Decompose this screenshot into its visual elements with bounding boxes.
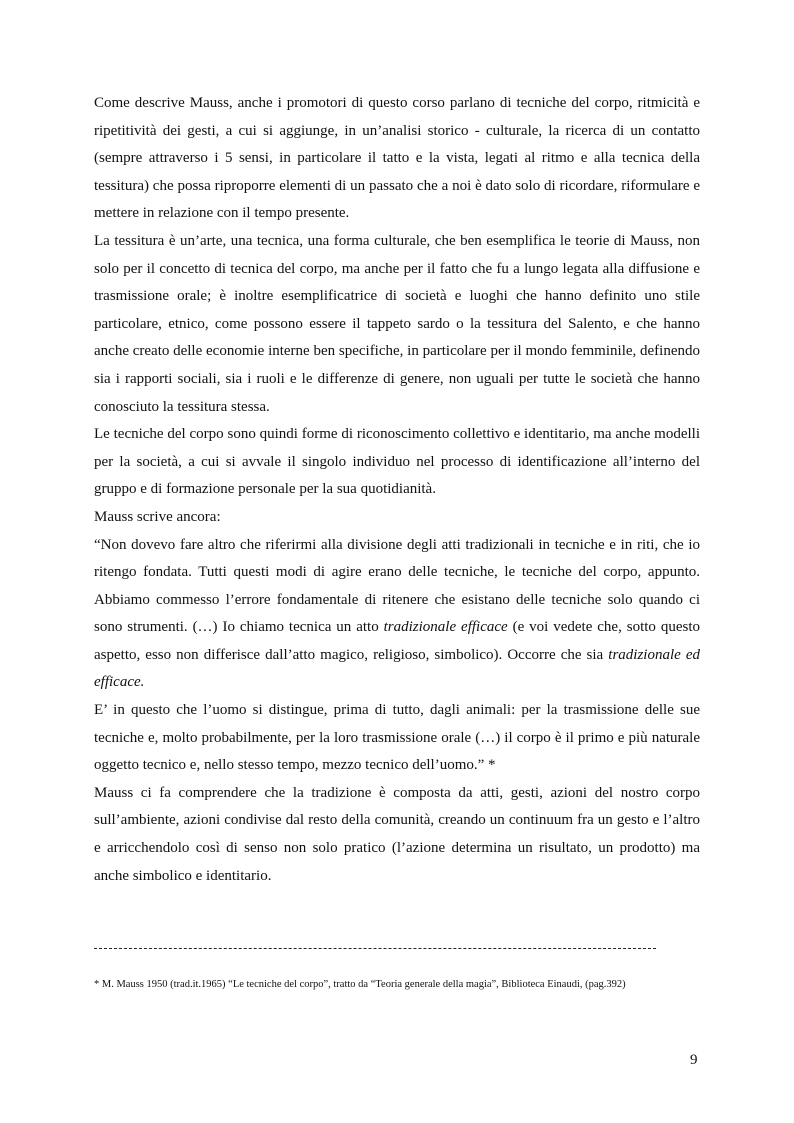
quote-text-b: (e voi vedete che, sotto questo aspetto, esso non differisce dall’atto magico, religioso, simbolico). Occorre che sia: [94, 619, 700, 663]
paragraph-quote: [94, 532, 700, 698]
page-number: 9: [690, 1052, 698, 1068]
paragraph-intro: Come descrive Mauss, anche i promotori di questo corso parlano di tecniche del corpo, ritmicità e ripetitività dei gesti, a cui si aggiunge, in un’analisi storico - culturale, la ricerca di un contatto (sempre attraverso i 5 sensi, in particolare il tatto e la vista, legati al ritmo e alla tecnica della tessitura) che possa riproporre elementi di un passato che a noi è dato solo di ricordare, riformulare e mettere in relazione con il tempo presente.: [94, 95, 700, 222]
page-body: [94, 90, 700, 890]
paragraph-quote-continued: E’ in questo che l’uomo si distingue, prima di tutto, dagli animali: per la trasmissione delle sue tecniche e, molto probabilmente, per la loro trasmissione orale (…) il corpo è il primo e più naturale oggetto tecnico e, nello stesso tempo, mezzo tecnico dell’uomo.” *: [94, 702, 700, 774]
paragraph-tecniche-corpo: Le tecniche del corpo sono quindi forme di riconoscimento collettivo e identitario, ma anche modelli per la società, a cui si avvale il singolo individuo nel processo di identificazione all’interno del gruppo e di formazione personale per la sua quotidianità.: [94, 426, 700, 498]
paragraph-tessitura: La tessitura è un’arte, una tecnica, una forma culturale, che ben esemplifica le teorie di Mauss, non solo per il concetto di tecnica del corpo, ma anche per il fatto che fu a lungo legata alla diffusione e trasmissione orale; è inoltre esemplificatrice di società e luoghi che hanno definito uno stile particolare, etnico, come possono essere il tappeto sardo o la tessitura del Salento, e che hanno anche creato delle economie interne ben specifiche, in particolare per il mondo femminile, definendo sia i rapporti sociali, sia i ruoli e le differenze di genere, non uguali per tutte le società che hanno conosciuto la tessitura stessa.: [94, 232, 700, 415]
quote-text-a: “Non dovevo fare altro che riferirmi alla divisione degli atti tradizionali in tecniche e in riti, che io ritengo fondata. Tutti questi modi di agire erano delle tecniche, le tecniche del corpo, appunto. Abbiamo commesso l’errore fondamentale di ritenere che esistano delle tecniche solo quando ci sono strumenti. (…) Io chiamo tecnica un atto: [94, 536, 700, 636]
paragraph-mauss-scrive: Mauss scrive ancora:: [94, 508, 221, 525]
footnote: * M. Mauss 1950 (trad.it.1965) “Le tecniche del corpo”, tratto da “Teoria generale della magia”, Biblioteca Einaudi, (pag.392): [94, 979, 626, 990]
paragraph-conclusion: Mauss ci fa comprendere che la tradizione è composta da atti, gesti, azioni del nostro corpo sull’ambiente, azioni condivise dal resto della comunità, creando un continuum fra un gesto e l’altro e arricchendolo così di senso non solo pratico (l’azione determina un risultato, un prodotto) ma anche simbolico e identitario.: [94, 784, 700, 884]
quote-emphasis-1: tradizionale efficace: [383, 619, 508, 636]
quote-emphasis-2: tradizionale ed efficace.: [94, 646, 700, 691]
footnote-separator: [94, 948, 656, 949]
